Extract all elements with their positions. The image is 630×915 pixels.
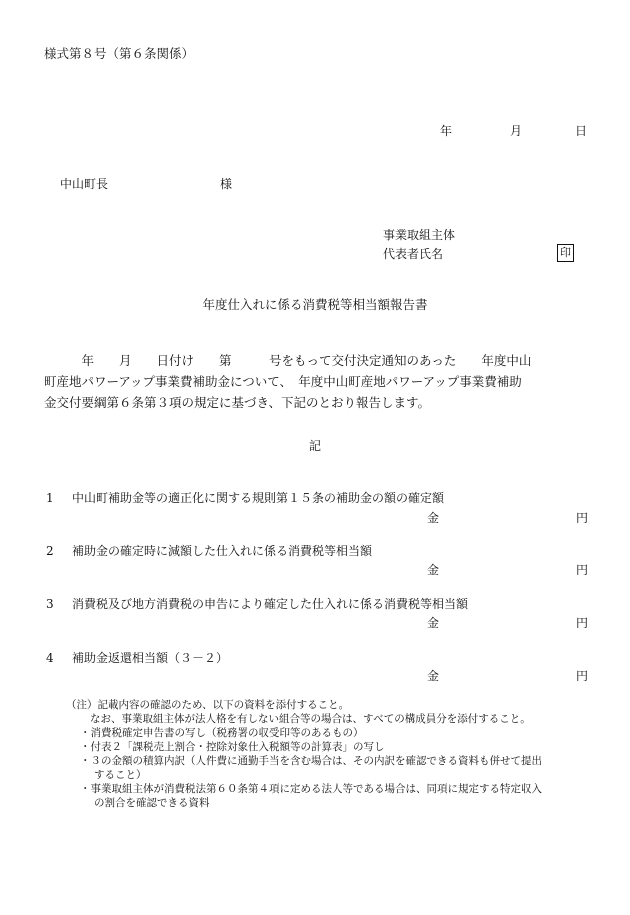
notes-head: （注）記載内容の確認のため、以下の資料を添付すること。 [66,699,350,711]
note-bullet: ・付表２「課税売上割合・控除対象仕入税額等の計算表」の写し [80,741,385,753]
amount-en-label: 円 [576,511,589,525]
body-line: 金交付要綱第６条第３項の規定に基づき、下記のとおり報告します。 [44,395,431,410]
date-year-label: 年 [440,124,453,138]
item-text: 補助金の確定時に減額した仕入れに係る消費税等相当額 [72,544,373,558]
document-title: 年度仕入れに係る消費税等相当額報告書 [202,297,428,312]
notes-section [66,698,542,810]
item-number: 3 [46,597,54,611]
note-bullet: ・事業取組主体が消費税法第６０条第４項に定める法人等である場合は、同項に規定する特定収入 [80,783,542,795]
amount-kin-label: 金 [427,669,440,683]
ki-heading: 記 [308,439,321,453]
applicant-entity-label: 事業取組主体 [383,228,456,242]
notes-sub: なお、事業取組主体が法人格を有しない組合等の場合は、すべての構成員分を添付すること。 [90,713,531,725]
amount-kin-label: 金 [427,616,440,630]
body-line: 年 月 日付け 第 号をもって交付決定通知のあった 年度中山 [44,353,532,368]
addressee-name: 中山町長 [60,177,109,191]
amount-en-label: 円 [576,616,589,630]
body-line: 町産地パワーアップ事業費補助金について、 年度中山町産地パワーアップ事業費補助 [44,374,522,389]
item-text: 消費税及び地方消費税の申告により確定した仕入れに係る消費税等相当額 [72,597,469,611]
amount-kin-label: 金 [427,563,440,577]
date-day-label: 日 [575,124,588,138]
item-number: 2 [46,544,54,558]
item-number: 1 [46,491,54,505]
seal-mark: 印 [557,244,574,262]
note-bullet-continuation: の割合を確認できる資料 [94,797,210,809]
note-bullet-continuation: すること） [94,769,147,781]
item-number: 4 [46,651,54,665]
item-text: 中山町補助金等の適正化に関する規則第１５条の補助金の額の確定額 [72,491,445,505]
date-month-label: 月 [510,124,523,138]
addressee-honorific: 様 [220,177,233,191]
amount-en-label: 円 [576,669,589,683]
amount-kin-label: 金 [427,511,440,525]
body-paragraph [44,350,589,413]
form-number: 様式第８号（第６条関係） [44,46,195,61]
note-bullet: ・消費税確定申告書の写し（税務署の収受印等のあるもの） [80,727,364,739]
note-bullet: ・３の金額の積算内訳（人件費に通勤手当を含む場合は、その内訳を確認できる資料も併せて提出 [80,755,542,767]
amount-en-label: 円 [576,563,589,577]
item-text: 補助金返還相当額（３－２） [72,651,229,665]
representative-name-label: 代表者氏名 [383,247,444,261]
